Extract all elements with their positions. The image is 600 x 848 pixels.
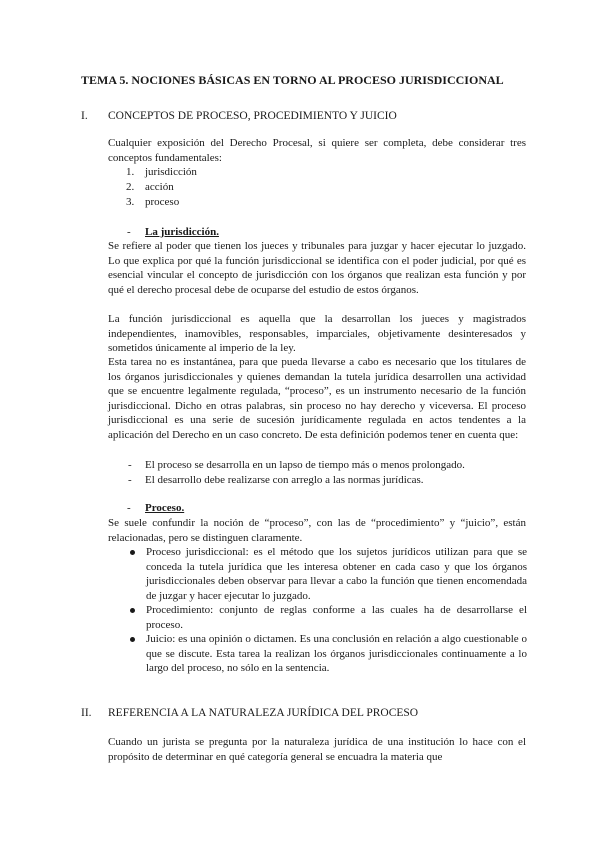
list-item: 1. jurisdicción bbox=[126, 166, 197, 178]
section-1-intro: Cualquier exposición del Derecho Procesal, si quiere ser completa, debe considerar tres conceptos fundamentales: bbox=[108, 137, 526, 164]
list-item: Procedimiento: conjunto de reglas conforme a las cuales ha de desarrollarse el proceso. bbox=[129, 603, 527, 632]
section-1-heading bbox=[81, 108, 521, 124]
section-2-title: REFERENCIA A LA NATURALEZA JURÍDICA DEL PROCESO bbox=[108, 707, 419, 719]
list-item: Juicio: es una opinión o dictamen. Es una conclusión en relación a algo cuestionable o que se discute. Esta tarea la realizan los órganos jurisdiccionales continuamente a lo largo del proceso, no sólo en la sentencia. bbox=[129, 632, 527, 676]
list-item: Proceso jurisdiccional: es el método que los sujetos jurídicos utilizan para que se conceda la tutela jurídica que les interesa obtener en cada caso y que los órganos jurisdiccionales deben observar para llevar a cabo la función que tienen encomendada de juzgar y hacer ejecutar lo juzgado. bbox=[129, 545, 527, 603]
jurisdiccion-paragraph-3: Esta tarea no es instantánea, para que pueda llevarse a cabo es necesario que los titulares de los órganos jurisdiccionales y quienes demandan la tutela jurídica desarrollen una actividad que se encuentre legalmente regulada, “proceso”, es un instrumento necesario de la función jurisdiccional. Dicho en otras palabras, sin proceso no hay derecho y viceversa. El proceso jurisdiccional es una serie de sucesión jurídicamente regulada en actos tendentes a la aplicación del Derecho en un caso concreto. De esta definición podemos tener en cuenta que: bbox=[108, 356, 526, 441]
jurisdiccion-paragraph-1: Se refiere al poder que tienen los jueces y tribunales para juzgar y hacer ejecutar lo juzgado. Lo que explica por qué la función jurisdiccional se identifica con el poder judicial, por qué es esencial vincular el concepto de jurisdicción con los órganos que realizan esta función y por qué el derecho procesal debe de ocuparse del estudio de estos órganos. bbox=[108, 240, 526, 296]
section-2-paragraph-1: Cuando un jurista se pregunta por la naturaleza jurídica de una institución lo hace con el propósito de determinar en qué categoría general se encuadra la materia que bbox=[108, 736, 526, 763]
document-title: TEMA 5. NOCIONES BÁSICAS EN TORNO AL PROCESO JURISDICCIONAL bbox=[81, 73, 504, 87]
concepts-list bbox=[126, 165, 326, 210]
bullet-icon bbox=[130, 608, 135, 613]
proceso-heading: - Proceso. bbox=[127, 502, 185, 514]
list-item: 3. proceso bbox=[126, 196, 180, 208]
section-2-number: II. bbox=[81, 707, 92, 719]
jurisdiccion-heading: - La jurisdicción. bbox=[127, 226, 219, 238]
jurisdiccion-paragraph-2: La función jurisdiccional es aquella que la desarrollan los jueces y magistrados independientes, inamovibles, responsables, imparciales, objetivamente desinteresados y sometidos únicamente al imperio de la ley. bbox=[108, 313, 526, 354]
list-item: - El desarrollo debe realizarse con arreglo a las normas jurídicas. bbox=[128, 473, 424, 486]
bullet-icon bbox=[130, 637, 135, 642]
bullet-icon bbox=[130, 550, 135, 555]
section-2-heading bbox=[81, 705, 521, 721]
proceso-paragraph-1: Se suele confundir la noción de “proceso”, con las de “procedimiento” y “juicio”, están relacionadas, pero se distinguen claramente. bbox=[108, 517, 526, 544]
section-1-number: I. bbox=[81, 110, 88, 122]
list-item: 2. acción bbox=[126, 181, 174, 193]
proceso-characteristics-list bbox=[128, 458, 528, 487]
proceso-definitions-list bbox=[129, 545, 527, 676]
section-1-title: CONCEPTOS DE PROCESO, PROCEDIMIENTO Y JUICIO bbox=[108, 110, 397, 122]
list-item: - El proceso se desarrolla en un lapso de tiempo más o menos prolongado. bbox=[128, 459, 465, 471]
